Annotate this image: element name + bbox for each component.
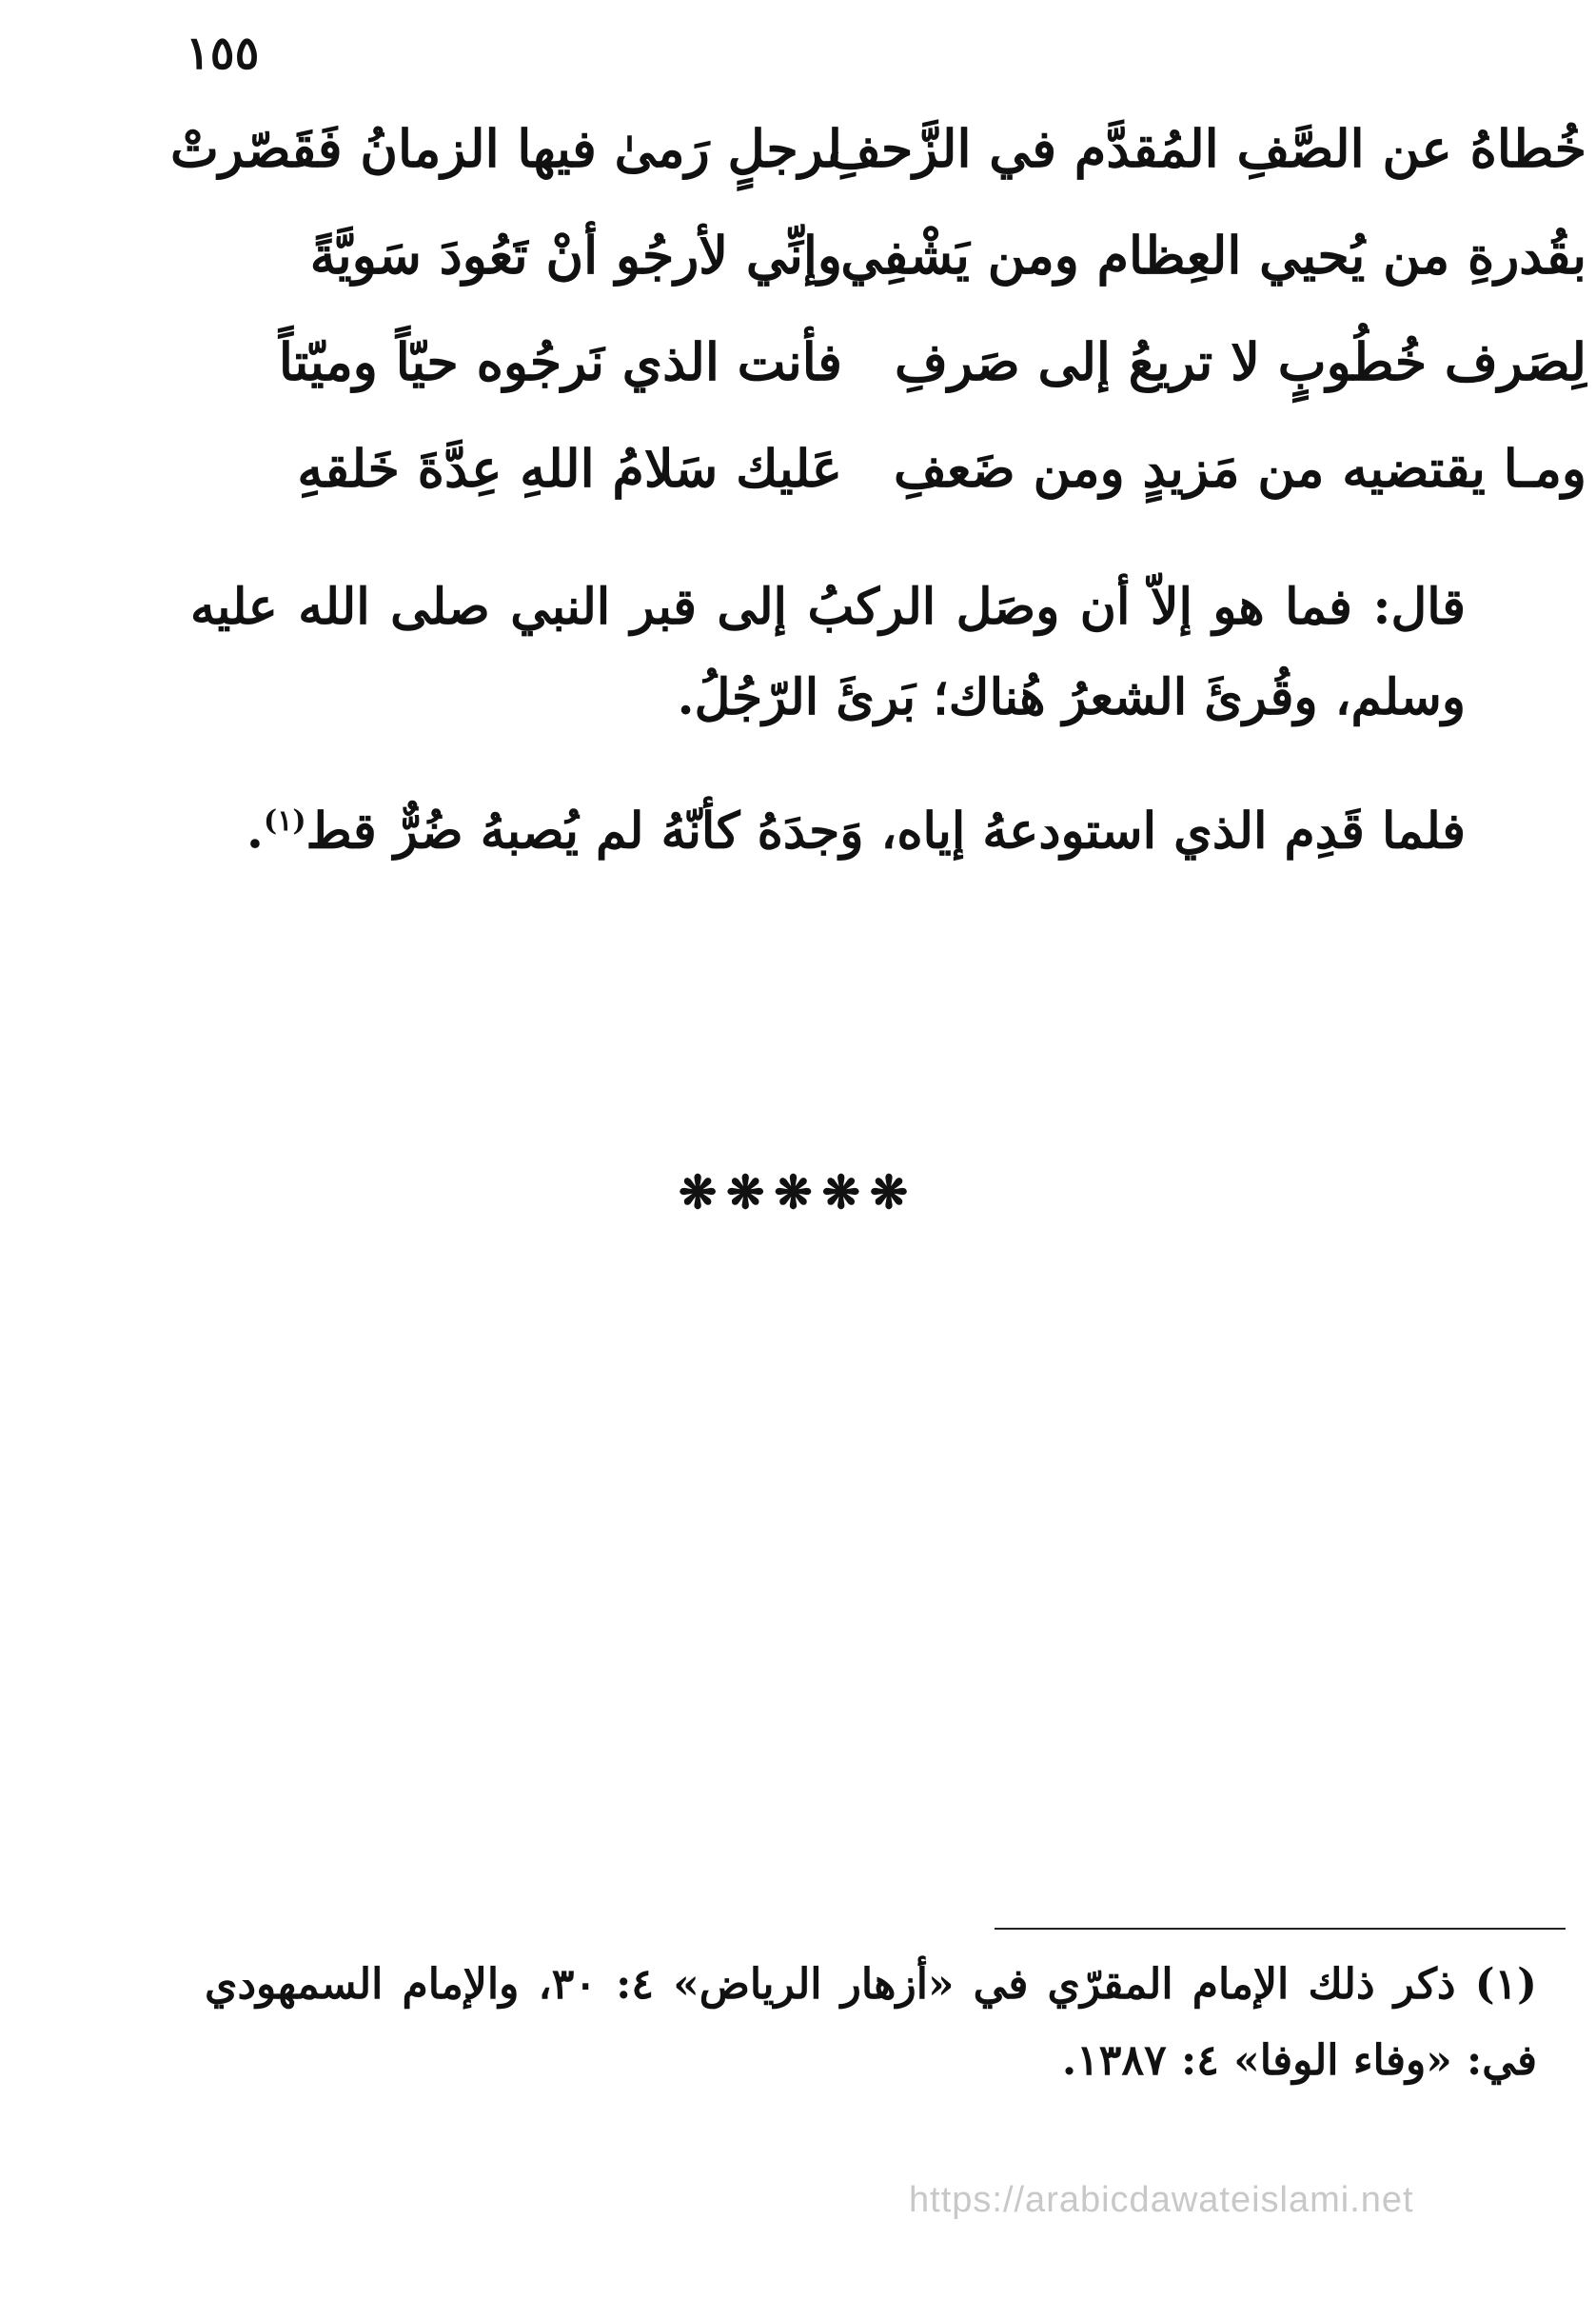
prose-paragraph-2-end: . (246, 802, 264, 861)
verse-4 (148, 415, 1586, 522)
verse-3-second-hemistich: لِصَرف خُطُوبٍ لا تريعُ إلى صَرفِ (895, 331, 1586, 392)
footnote-divider (995, 1928, 1566, 1930)
verse-2-second-hemistich: بقُدرةِ من يُحيي العِظام ومن يَشْفِي (840, 225, 1586, 286)
poem (148, 95, 1586, 522)
page-number: ١٥٥ (186, 27, 260, 80)
verse-4-first-hemistich: عَليك سَلامُ اللهِ عِدَّةَ خَلقهِ (297, 438, 842, 499)
footnote: (١) ذكر ذلك الإمام المقرّي في «أزهار الرياض» ٤: ٣٠، والإمام السمهودي في: «وفاء الوفا» ٤: ١٣٨٧. (205, 1960, 1537, 2085)
footnote-reference: (١) (263, 804, 306, 838)
section-separator: ❋❋❋❋❋ (678, 1166, 918, 1219)
verse-2-first-hemistich: وإنِّي لأرجُو أنْ تَعُودَ سَويَّةً (309, 225, 842, 286)
verse-1-second-hemistich: خُطاهُ عن الصَّفِ المُقدَّم في الزَّحفِ (827, 118, 1586, 179)
prose-paragraph-2 (190, 776, 1466, 876)
prose-paragraph-1: قال: فما هو إلاّ أن وصَل الركبُ إلى قبر النبي صلى الله عليه وسلم، وقُرئَ الشعرُ هُناك؛ بَرئَ الرّجُلُ. (190, 578, 1466, 726)
verse-1-first-hemistich: لرجلٍ رَمىٰ فيها الزمانُ فَقَصّرتْ (169, 118, 842, 179)
verse-3 (148, 308, 1586, 415)
verse-4-second-hemistich: ومـا يقتضيه من مَزيدٍ ومن ضَعفِ (893, 438, 1586, 499)
verse-3-first-hemistich: فأنت الذي نَرجُوه حيّاً وميّتاً (278, 331, 842, 392)
prose-paragraph-2-text: فلما قَدِم الذي استودعهُ إياه، وَجدَهُ كأنّهُ لم يُصبهُ ضُرٌّ قط (305, 802, 1466, 861)
verse-1 (148, 95, 1586, 202)
verse-2 (148, 202, 1586, 308)
watermark-url: https://arabicdawateislami.net (909, 2180, 1414, 2220)
